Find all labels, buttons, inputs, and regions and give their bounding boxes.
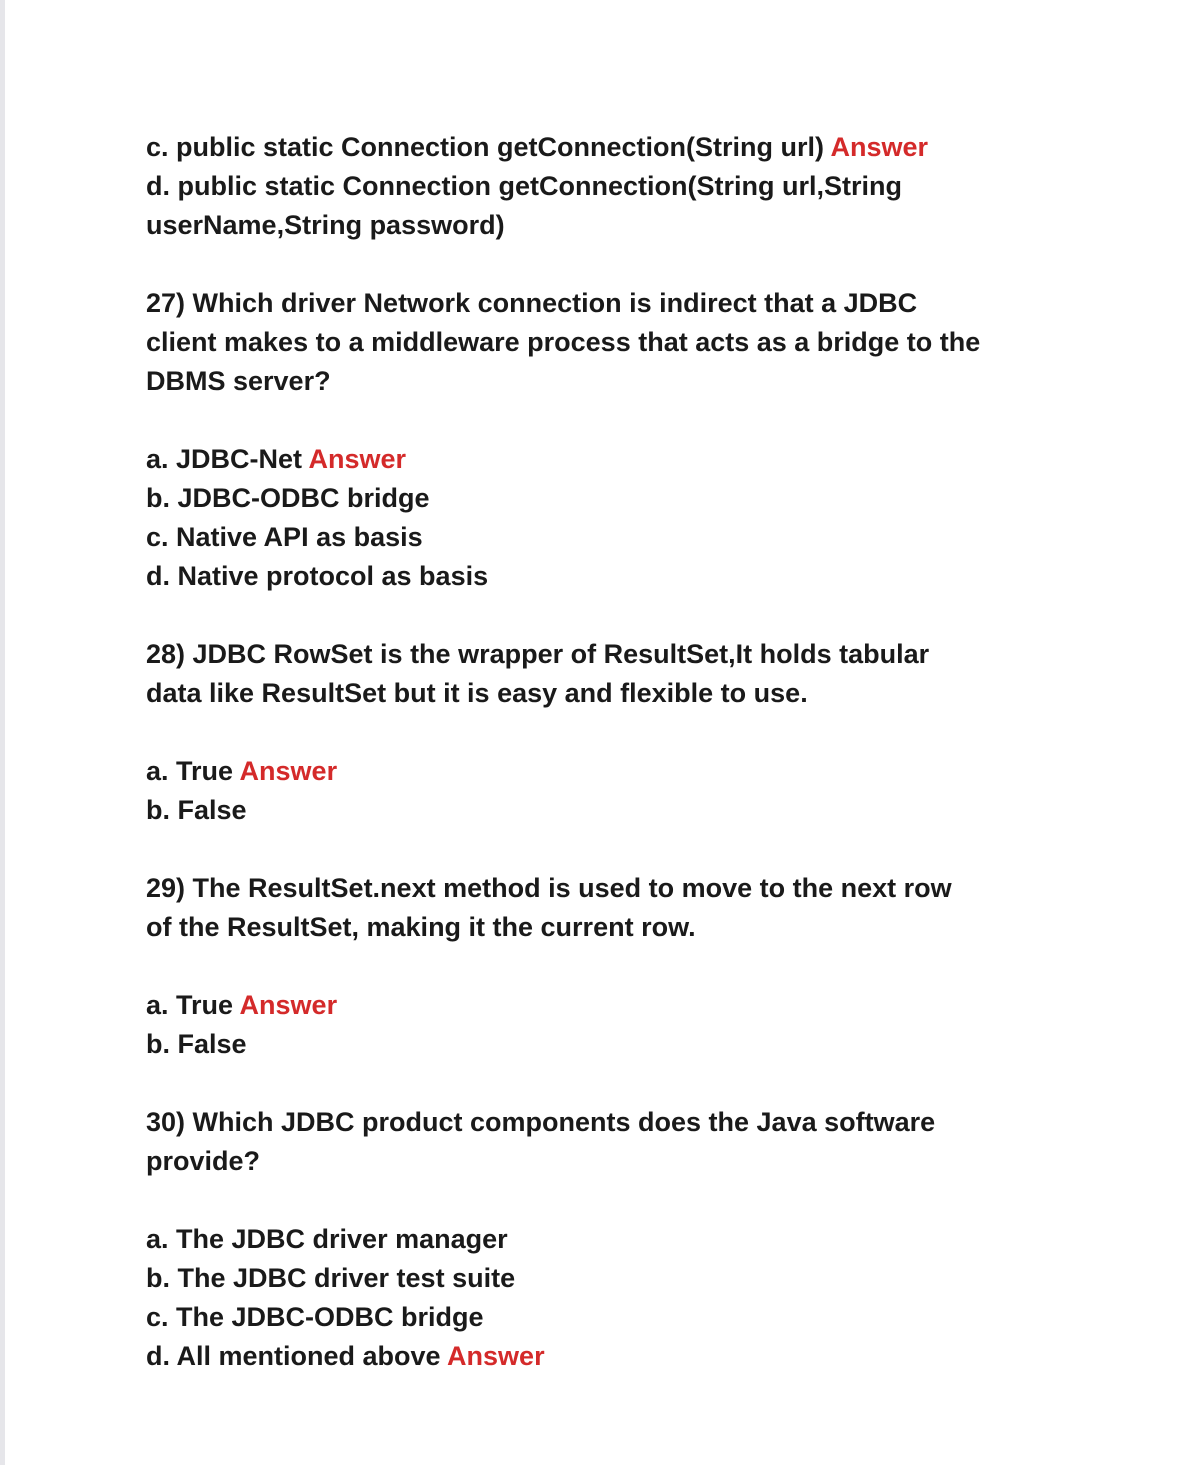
document-page <box>146 128 1126 1376</box>
q27-option-d: d. Native protocol as basis <box>146 561 489 591</box>
answer-marker: Answer <box>239 756 338 786</box>
q28-question-line-1: 28) JDBC RowSet is the wrapper of ResultSet,It holds tabular <box>146 639 930 669</box>
q28-option-b: b. False <box>146 795 247 825</box>
q27-option-a <box>146 440 1126 479</box>
answer-marker: Answer <box>308 444 407 474</box>
q30-option-c: c. The JDBC-ODBC bridge <box>146 1302 484 1332</box>
q30-option-a: a. The JDBC driver manager <box>146 1224 508 1254</box>
q27-question-line-1: 27) Which driver Network connection is indirect that a JDBC <box>146 288 918 318</box>
q29-question-line-2: of the ResultSet, making it the current row. <box>146 912 696 942</box>
answer-marker: Answer <box>447 1341 545 1371</box>
q26-option-d <box>146 167 1126 206</box>
q30-option-d <box>146 1337 1126 1376</box>
option-text: a. True <box>146 756 240 786</box>
option-text: c. public static Connection getConnection(String url) <box>146 132 831 162</box>
answer-marker: Answer <box>239 990 338 1020</box>
option-text: a. JDBC-Net <box>146 444 309 474</box>
q30-question-line-1: 30) Which JDBC product components does the Java software <box>146 1107 936 1137</box>
q26-option-d-cont <box>146 206 1126 245</box>
option-text: d. All mentioned above <box>146 1341 448 1371</box>
q29-option-a <box>146 986 1126 1025</box>
q27-question-line-3: DBMS server? <box>146 366 331 396</box>
q29-option-b: b. False <box>146 1029 247 1059</box>
option-text: a. True <box>146 990 240 1020</box>
page-left-edge <box>0 0 5 1465</box>
q27-question-line-2: client makes to a middleware process that acts as a bridge to the <box>146 327 981 357</box>
q27-option-c: c. Native API as basis <box>146 522 423 552</box>
q28-option-a <box>146 752 1126 791</box>
q26-option-c <box>146 128 1126 167</box>
q28-question-line-2: data like ResultSet but it is easy and flexible to use. <box>146 678 808 708</box>
answer-marker: Answer <box>830 132 929 162</box>
q27-option-b: b. JDBC-ODBC bridge <box>146 483 430 513</box>
q30-option-b: b. The JDBC driver test suite <box>146 1263 516 1293</box>
option-text: d. public static Connection getConnection(String url,String <box>146 171 902 201</box>
option-text: userName,String password) <box>146 210 505 240</box>
q29-question-line-1: 29) The ResultSet.next method is used to move to the next row <box>146 873 952 903</box>
q30-question-line-2: provide? <box>146 1146 261 1176</box>
